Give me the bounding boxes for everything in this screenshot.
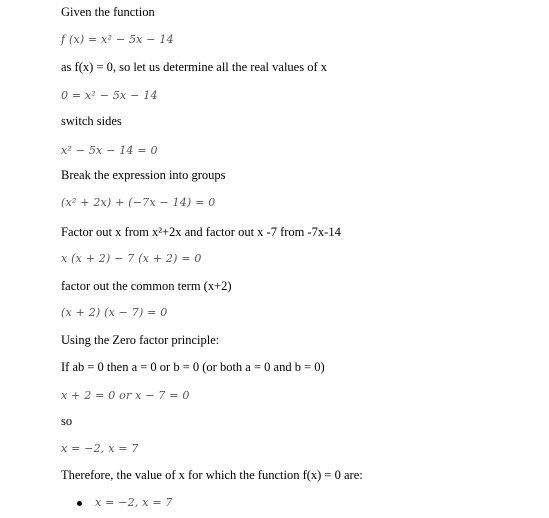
equation-step-4: x (x + 2) − 7 (x + 2) = 0 bbox=[61, 252, 202, 265]
conclusion-text: Therefore, the value of x for which the function f(x) = 0 are: bbox=[61, 468, 363, 482]
bullet-icon bbox=[77, 501, 82, 506]
zero-factor-rule: If ab = 0 then a = 0 or b = 0 (or both a = 0 and b = 0) bbox=[61, 360, 325, 374]
zero-factor-text: Using the Zero factor principle: bbox=[61, 333, 220, 347]
equation-step-5: (x + 2) (x − 7) = 0 bbox=[61, 306, 168, 319]
common-term-text: factor out the common term (x+2) bbox=[61, 279, 232, 293]
equation-step-6: x + 2 = 0 or x − 7 = 0 bbox=[61, 389, 190, 402]
grouping-text: Break the expression into groups bbox=[61, 168, 226, 182]
switch-sides-text: switch sides bbox=[61, 114, 122, 128]
equation-step-2: x² − 5x − 14 = 0 bbox=[61, 144, 158, 157]
equation-step-3: (x² + 2x) + (−7x − 14) = 0 bbox=[61, 196, 216, 209]
intro-text: Given the function bbox=[61, 5, 155, 19]
equation-step-1: 0 = x² − 5x − 14 bbox=[61, 89, 158, 102]
final-answer: x = −2, x = 7 bbox=[95, 496, 173, 509]
factor-text: Factor out x from x²+2x and factor out x -7 from -7x-14 bbox=[61, 225, 341, 239]
solution-line: x = −2, x = 7 bbox=[61, 442, 139, 455]
condition-text: as f(x) = 0, so let us determine all the real values of x bbox=[61, 60, 327, 74]
function-definition: f (x) = x² − 5x − 14 bbox=[61, 33, 174, 46]
so-text: so bbox=[61, 414, 73, 428]
